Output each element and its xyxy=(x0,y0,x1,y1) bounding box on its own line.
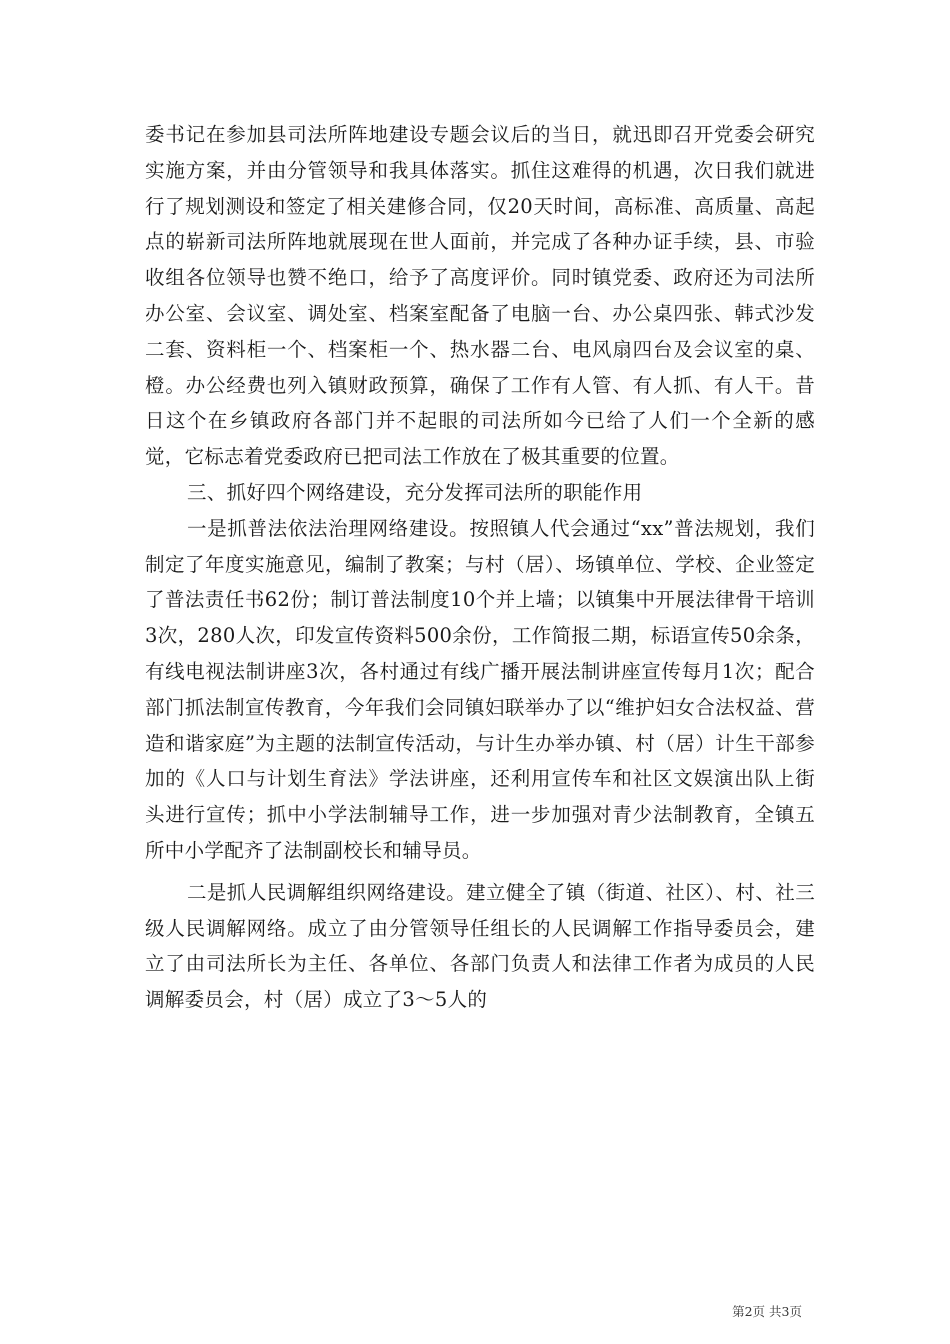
paragraph-legal-education: 一是抓普法依法治理网络建设。按照镇人代会通过“xx”普法规划，我们制定了年度实施意见，编制了教案；与村（居）、场镇单位、学校、企业签定了普法责任书62份；制订普法制度10个并上墙；以镇集中开展法律骨干培训3次，280人次，印发宣传资料500余份，工作简报二期，标语宣传50余条，有线电视法制讲座3次，各村通过有线广播开展法制讲座宣传每月1次；配合部门抓法制宣传教育，今年我们会同镇妇联举办了以“维护妇女合法权益、营造和谐家庭”为主题的法制宣传活动，与计生办举办镇、村（居）计生干部参加的《人口与计划生育法》学法讲座，还利用宣传车和社区文娱演出队上街头进行宣传；抓中小学法制辅导工作，进一步加强对青少法制教育，全镇五所中小学配齐了法制副校长和辅导员。 xyxy=(145,516,815,862)
document-body xyxy=(145,117,815,1018)
paragraph-continuation: 委书记在参加县司法所阵地建设专题会议后的当日，就迅即召开党委会研究实施方案，并由分管领导和我具体落实。抓住这难得的机遇，次日我们就进行了规划测设和签定了相关建修合同，仅20天时间，高标准、高质量、高起点的崭新司法所阵地就展现在世人面前，并完成了各种办证手续，县、市验收组各位领导也赞不绝口，给予了高度评价。同时镇党委、政府还为司法所办公室、会议室、调处室、档案室配备了电脑一台、办公桌四张、韩式沙发二套、资料柜一个、档案柜一个、热水器二台、电风扇四台及会议室的桌、橙。办公经费也列入镇财政预算，确保了工作有人管、有人抓、有人干。昔日这个在乡镇政府各部门并不起眼的司法所如今已给了人们一个全新的感觉，它标志着党委政府已把司法工作放在了极其重要的位置。 xyxy=(145,123,815,469)
section-heading: 三、抓好四个网络建设，充分发挥司法所的职能作用 xyxy=(187,480,643,504)
page-number-footer: 第2页 共3页 xyxy=(732,1304,802,1319)
paragraph-mediation-network: 二是抓人民调解组织网络建设。建立健全了镇（街道、社区）、村、社三级人民调解网络。成立了由分管领导任组长的人民调解工作指导委员会，建立了由司法所长为主任、各单位、各部门负责人和法律工作者为成员的人民调解委员会，村（居）成立了3～5人的 xyxy=(145,880,815,1012)
